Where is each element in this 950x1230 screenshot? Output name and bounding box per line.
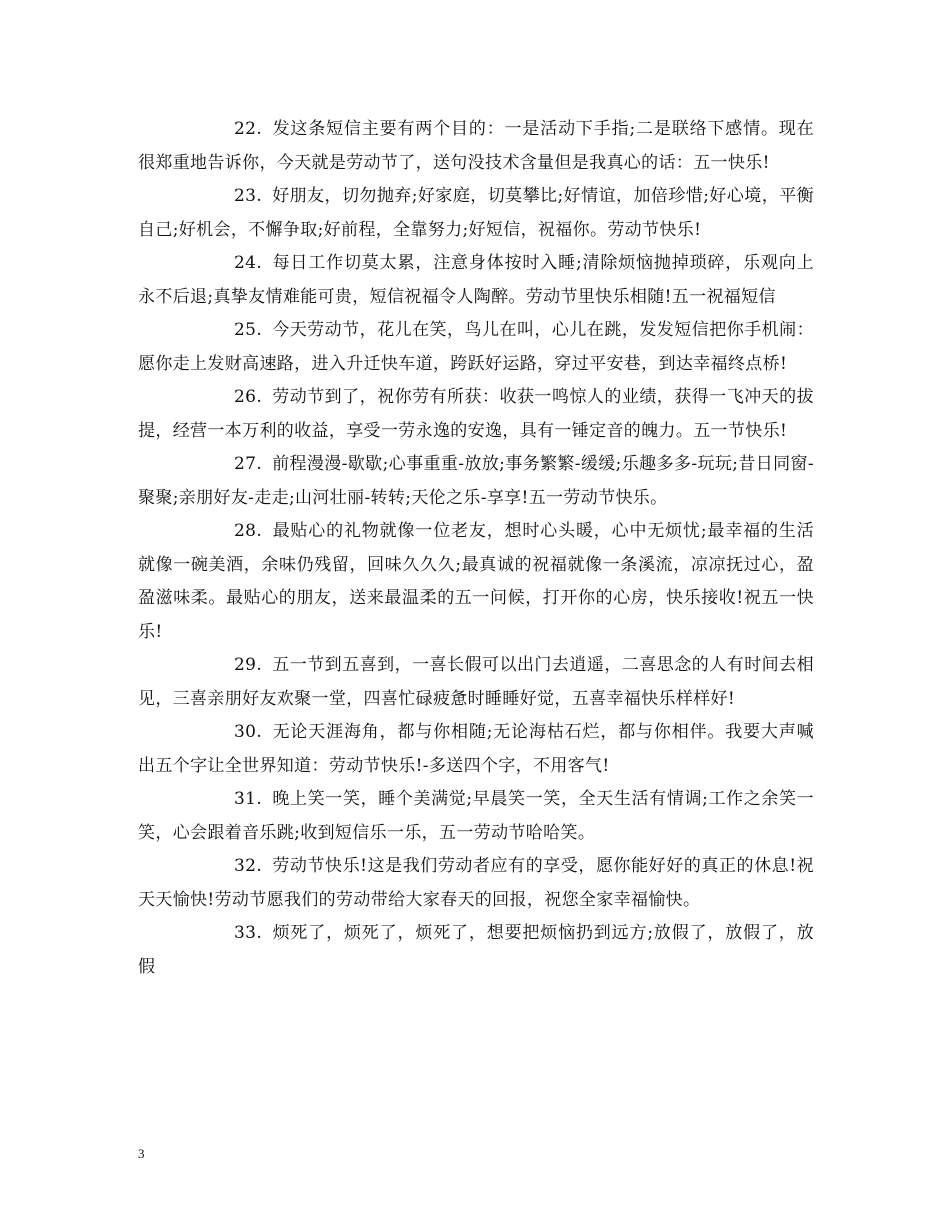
paragraph-27 xyxy=(138,448,814,515)
item-number: 29. xyxy=(234,655,263,675)
paragraph-26 xyxy=(138,381,814,448)
paragraph-text: 无论天涯海角，都与你相随;无论海枯石烂，都与你相伴。我要大声喊出五个字让全世界知道：劳动节快乐!-多送四个字，不用客气! xyxy=(138,722,814,776)
paragraph-31 xyxy=(138,783,814,850)
paragraph-text: 发这条短信主要有两个目的：一是活动下手指;二是联络下感情。现在很郑重地告诉你，今天就是劳动节了，送句没技术含量但是我真心的话：五一快乐! xyxy=(138,119,814,173)
paragraph-text: 最贴心的礼物就像一位老友，想时心头暖，心中无烦忧;最幸福的生活就像一碗美酒，余味仍残留，回味久久久;最真诚的祝福就像一条溪流，凉凉抚过心，盈盈滋味柔。最贴心的朋友，送来最温柔的五一问候，打开你的心房，快乐接收!祝五一快乐! xyxy=(138,521,814,642)
paragraph-32 xyxy=(138,850,814,917)
item-number: 31. xyxy=(234,789,263,809)
paragraph-28 xyxy=(138,515,814,649)
paragraph-text: 前程漫漫-歇歇;心事重重-放放;事务繁繁-缓缓;乐趣多多-玩玩;昔日同窗-聚聚;亲朋好友-走走;山河壮丽-转转;天伦之乐-享享!五一劳动节快乐。 xyxy=(138,454,814,508)
paragraph-text: 今天劳动节，花儿在笑，鸟儿在叫，心儿在跳，发发短信把你手机闹：愿你走上发财高速路，进入升迁快车道，跨跃好运路，穿过平安巷，到达幸福终点桥! xyxy=(138,320,814,374)
paragraph-text: 劳动节到了，祝你劳有所获：收获一鸣惊人的业绩，获得一飞冲天的拔提，经营一本万利的收益，享受一劳永逸的安逸，具有一锤定音的魄力。五一节快乐! xyxy=(138,387,814,441)
item-number: 25. xyxy=(234,320,263,340)
paragraph-29 xyxy=(138,649,814,716)
document-body xyxy=(138,113,814,984)
item-number: 30. xyxy=(234,722,263,742)
item-number: 26. xyxy=(234,387,263,407)
page-number: 3 xyxy=(138,1146,145,1161)
paragraph-text: 晚上笑一笑，睡个美满觉;早晨笑一笑，全天生活有情调;工作之余笑一笑，心会跟着音乐跳;收到短信乐一乐，五一劳动节哈哈笑。 xyxy=(138,789,814,843)
item-number: 32. xyxy=(234,856,263,876)
item-number: 28. xyxy=(234,521,263,541)
paragraph-24 xyxy=(138,247,814,314)
item-number: 27. xyxy=(234,454,263,474)
item-number: 24. xyxy=(234,253,263,273)
paragraph-23 xyxy=(138,180,814,247)
paragraph-text: 劳动节快乐!这是我们劳动者应有的享受，愿你能好好的真正的休息!祝天天愉快!劳动节愿我们的劳动带给大家春天的回报，祝您全家幸福愉快。 xyxy=(138,856,814,910)
item-number: 33. xyxy=(234,923,263,943)
paragraph-33 xyxy=(138,917,814,984)
paragraph-text: 五一节到五喜到，一喜长假可以出门去逍遥，二喜思念的人有时间去相见，三喜亲朋好友欢聚一堂，四喜忙碌疲惫时睡睡好觉，五喜幸福快乐样样好! xyxy=(138,655,814,709)
paragraph-text: 每日工作切莫太累，注意身体按时入睡;清除烦恼抛掉琐碎，乐观向上永不后退;真挚友情难能可贵，短信祝福令人陶醉。劳动节里快乐相随!五一祝福短信 xyxy=(138,253,814,307)
item-number: 22. xyxy=(234,119,263,139)
paragraph-text: 好朋友，切勿抛弃;好家庭，切莫攀比;好情谊，加倍珍惜;好心境，平衡自己;好机会，不懈争取;好前程，全靠努力;好短信，祝福你。劳动节快乐! xyxy=(138,186,814,240)
item-number: 23. xyxy=(234,186,263,206)
paragraph-text: 烦死了，烦死了，烦死了，想要把烦恼扔到远方;放假了，放假了，放假 xyxy=(138,923,814,977)
paragraph-22 xyxy=(138,113,814,180)
paragraph-30 xyxy=(138,716,814,783)
paragraph-25 xyxy=(138,314,814,381)
